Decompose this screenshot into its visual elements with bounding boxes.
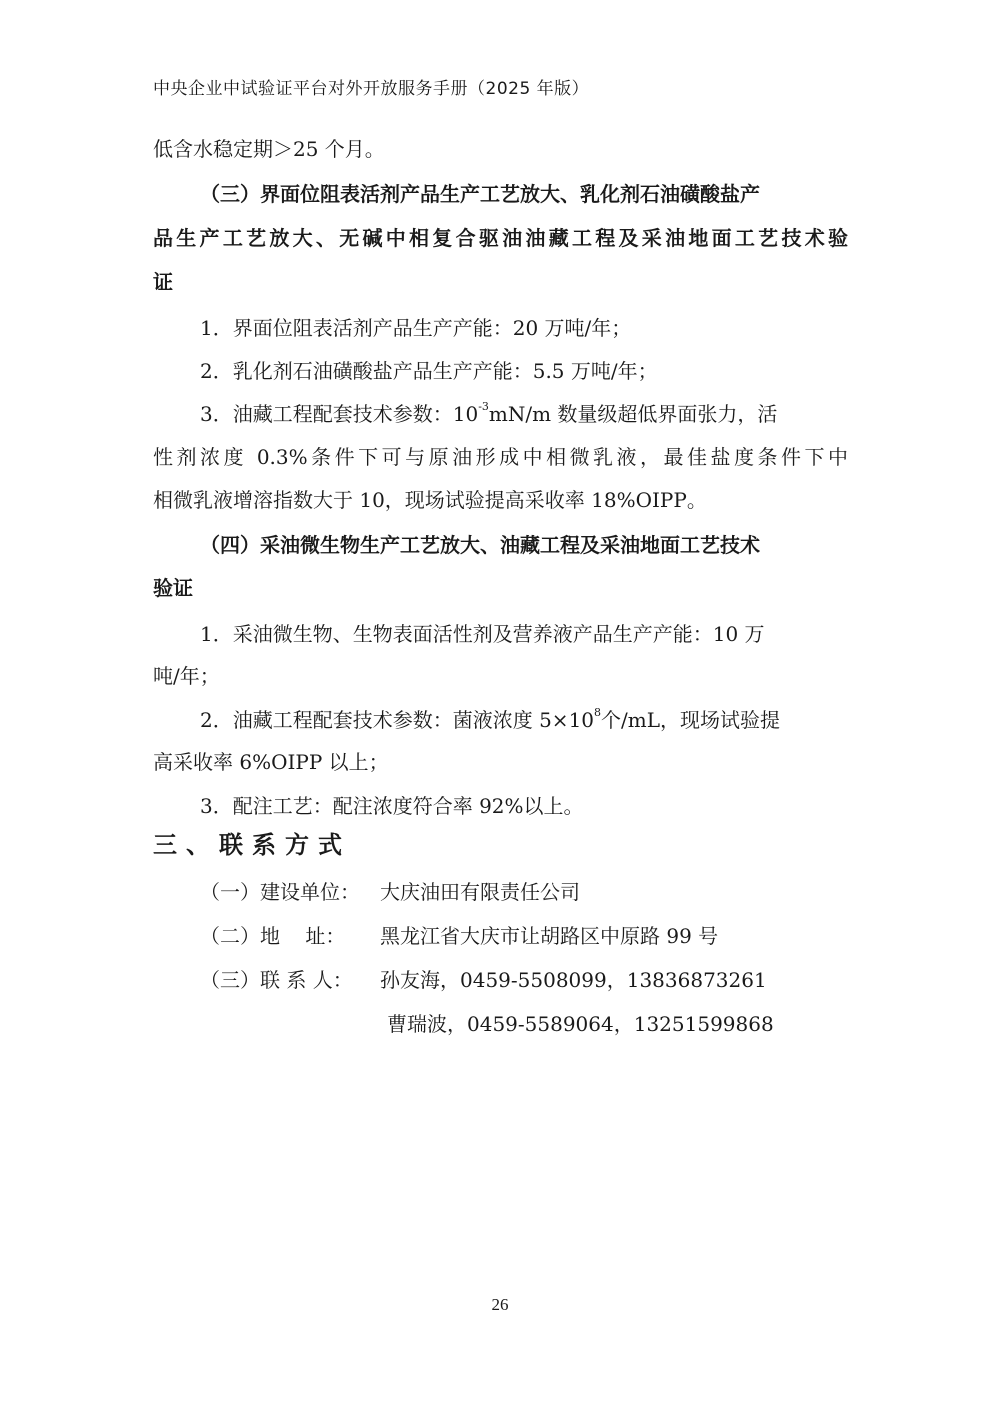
contact-row-unit — [200, 880, 580, 904]
text-part: mN/m 数量级超低界面张力，活 — [488, 402, 778, 426]
running-header: 中央企业中试验证平台对外开放服务手册（2025 年版） — [153, 79, 590, 99]
text-part: 2．油藏工程配套技术参数：菌液浓度 5×10 — [200, 708, 595, 732]
list-item — [200, 708, 780, 732]
paragraph-line: 低含水稳定期＞25 个月。 — [153, 137, 385, 161]
paragraph-line: 高采收率 6%OIPP 以上； — [153, 750, 389, 774]
contact-label: （三）联 系 人： — [200, 968, 353, 992]
paragraph-line: 吨/年； — [153, 664, 220, 688]
list-item — [200, 402, 777, 426]
section-heading-3-cont: 品生产工艺放大、无碱中相复合驱油油藏工程及采油地面工艺技术验 — [153, 226, 848, 250]
superscript: 8 — [594, 706, 602, 720]
contact-label: （二）地 址： — [200, 924, 346, 948]
list-item: 1．界面位阻表活剂产品生产产能：20 万吨/年； — [200, 316, 632, 340]
contact-value: 黑龙江省大庆市让胡路区中原路 99 号 — [380, 924, 719, 948]
text-part: 个/mL，现场试验提 — [601, 708, 780, 732]
section-heading-4-end: 验证 — [153, 576, 193, 600]
contact-value: 大庆油田有限责任公司 — [380, 880, 580, 904]
contact-label: （一）建设单位： — [200, 880, 360, 904]
contact-row-address — [200, 924, 718, 948]
superscript: -3 — [478, 400, 489, 414]
list-item: 2．乳化剂石油磺酸盐产品生产产能：5.5 万吨/年； — [200, 359, 658, 383]
section-heading-4: （四）采油微生物生产工艺放大、油藏工程及采油地面工艺技术 — [200, 533, 760, 557]
text-part: 3．油藏工程配套技术参数：10 — [200, 402, 479, 426]
contact-row-person-2: 曹瑞波，0459-5589064，13251599868 — [387, 1012, 774, 1036]
section-heading-3-end: 证 — [153, 270, 173, 294]
chapter-heading: 三、联系方式 — [153, 831, 351, 859]
page-number: 26 — [491, 1295, 509, 1314]
contact-value: 孙友海，0459-5508099，13836873261 — [380, 968, 767, 992]
list-item: 3．配注工艺：配注浓度符合率 92%以上。 — [200, 794, 584, 818]
paragraph-line: 性剂浓度 0.3%条件下可与原油形成中相微乳液，最佳盐度条件下中 — [153, 445, 848, 469]
section-heading-3: （三）界面位阻表活剂产品生产工艺放大、乳化剂石油磺酸盐产 — [200, 182, 760, 206]
paragraph-line: 相微乳液增溶指数大于 10，现场试验提高采收率 18%OIPP。 — [153, 488, 707, 512]
list-item: 1．采油微生物、生物表面活性剂及营养液产品生产产能：10 万 — [200, 622, 765, 646]
contact-row-person — [200, 968, 767, 992]
